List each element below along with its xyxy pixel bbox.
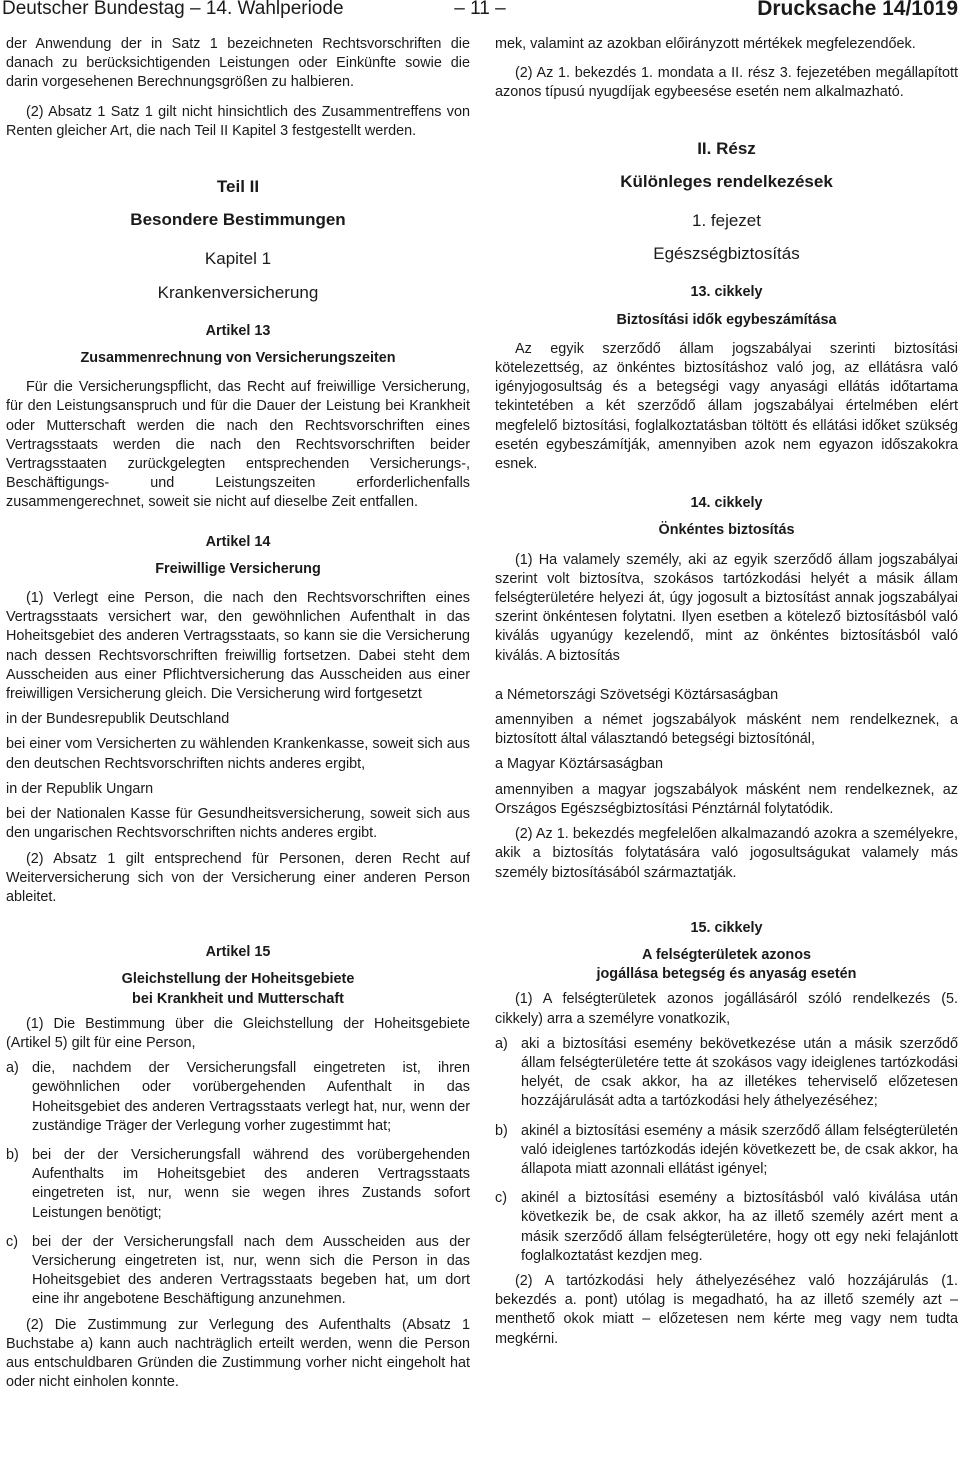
de-article-14-hungary-text: bei der Nationalen Kasse für Gesundheitsversicherung, soweit sich aus den ungarischen Rechtsvorschriften nichts anderes ergibt. [6, 806, 470, 842]
list-label: c) [6, 1233, 18, 1250]
hu-part-title: Különleges rendelkezések [620, 171, 833, 191]
de-article-15-item-c [6, 1233, 470, 1310]
german-column [6, 35, 470, 1392]
hu-article-15-title-line-1: A felségterületek azonos [641, 946, 811, 963]
list-text: bei der der Versicherungsfall während des vorübergehenden Aufenthalts im Hoheitsgebiet des anderen Vertragsstaats eingetreten ist, nur, wenn sie wegen ihres Zustands sofort Leistungen benötigt; [32, 1146, 470, 1221]
hu-article-15-item-c [495, 1189, 958, 1266]
de-article-13-heading: Artikel 13 [205, 322, 271, 339]
de-article-15-paragraph-2: (2) Die Zustimmung zur Verlegung des Aufenthalts (Absatz 1 Buchstabe a) kann auch nachträglich erteilt werden, wenn die Person aus entschuldbaren Gründen die Zustimmung vorher nicht eingeholt hat oder nicht einholen konnte. [6, 1316, 470, 1391]
list-label: a) [6, 1060, 19, 1077]
list-text: aki a biztosítási esemény bekövetkezése után a másik szerződő állam felségterületére tette át szokásos vagy ideiglenes tartózkodási helyét, de csak akkor, ha az illetékes teherviselő előzetesen hozzájárulását adta a tartózkodási hely áthelyezéséhez; [521, 1035, 958, 1110]
hu-article-15-title-line-2: jogállása betegség és anyaság esetén [596, 966, 857, 983]
hu-article-15-item-b [495, 1122, 958, 1180]
de-article-14-paragraph-2: (2) Absatz 1 gilt entsprechend für Personen, deren Recht auf Weiterversicherung sich von der Versicherung einer anderen Person ableitet. [6, 850, 470, 905]
hu-paragraph-2: (2) Az 1. bekezdés 1. mondata a II. rész 3. fejezetében megállapított azonos típusú nyugdíjak egybeesése esetén nem alkalmazható. [495, 65, 958, 101]
hungarian-column [495, 35, 958, 1349]
list-label: b) [495, 1122, 508, 1139]
list-text: akinél a biztosítási esemény a másik szerződő állam felségterületén való ideiglenes tartózkodás idején következett be, de csak akkor, ha állapota miatt azonnali ellátást igényel; [521, 1122, 958, 1177]
de-article-15-heading: Artikel 15 [205, 944, 271, 961]
de-chapter-heading: Kapitel 1 [204, 249, 272, 269]
hu-article-14-title: Önkéntes biztosítás [658, 522, 795, 539]
de-part-title: Besondere Bestimmungen [130, 210, 346, 230]
de-article-13-text: Für die Versicherungspflicht, das Recht auf freiwillige Versicherung, für den Leistungsanspruch und für die Dauer der Leistung bei Krankheit oder Mutterschaft werden die nach den Rechtsvorschriften eines Vertragsstaats werden die nach den Rechtsvorschriften beider Vertragsstaaten zurückgelegten entsprechenden Versicherungs-, Beschäftigungs- und Leistungszeiten erforderlichenfalls zusammengerechnet, soweit sie nicht auf dieselbe Zeit entfallen. [6, 379, 470, 511]
hu-article-13-heading: 13. cikkely [690, 284, 763, 301]
de-article-14-title: Freiwillige Versicherung [155, 560, 321, 577]
de-article-15-item-a [6, 1059, 470, 1136]
hu-article-14-germany-text: amennyiben a német jogszabályok másként nem rendelkeznek, a biztosított által választandó betegségi biztosítónál, [495, 712, 958, 748]
hu-article-13-title: Biztosítási idők egybeszámítása [616, 311, 837, 328]
de-article-15-title-line-2: bei Krankheit und Mutterschaft [132, 990, 344, 1007]
hu-part-heading: II. Rész [697, 138, 756, 158]
de-intro-text: der Anwendung der in Satz 1 bezeichneten Rechtsvorschriften die danach zu berücksichtigenden Leistungen oder Einkünfte sowie die darin vorgesehenen Berechnungsgrößen zu halbieren. [6, 36, 470, 91]
de-paragraph-2: (2) Absatz 1 Satz 1 gilt nicht hinsichtlich des Zusammentreffens von Renten gleicher Art, die nach Teil II Kapitel 3 festgestellt werden. [6, 103, 470, 139]
list-label: b) [6, 1146, 19, 1163]
header-publication: Deutscher Bundestag – 14. Wahlperiode [2, 0, 344, 19]
hu-article-14-paragraph-1: (1) Ha valamely személy, aki az egyik szerződő állam jogszabályai szerint volt biztosítva, szokásos tartózkodási helyét a másik állam felségterületére helyezi át, úgy jogosult a biztosítást annak jogszabályai szerint önkéntesen folytatni. Ilyen esetben a kötelező biztosításból való kiválás ugyanúgy kezelendő, mint az önkéntes biztosításból való kiválás. A biztosítás [495, 551, 958, 664]
header-document-number: Drucksache 14/1019 [757, 0, 958, 20]
list-text: die, nachdem der Versicherungsfall eingetreten ist, ihren gewöhnlichen oder vorübergehenden Aufenthalt in das Hoheitsgebiet des anderen Vertragsstaats verlegt hat, nur, wenn der zuständige Träger der Verlegung vorher zugestimmt hat; [32, 1060, 470, 1134]
de-article-14-hungary: in der Republik Ungarn [6, 780, 154, 797]
list-label: c) [495, 1190, 507, 1207]
hu-chapter-title: Egészségbiztosítás [653, 244, 800, 264]
hu-article-15-heading: 15. cikkely [690, 919, 763, 936]
de-article-13-title: Zusammenrechnung von Versicherungszeiten [80, 350, 396, 367]
hu-article-14-paragraph-2: (2) Az 1. bekezdés megfelelően alkalmazandó azokra a személyekre, akik a biztosítás folytatására való jogosultságukat valamely más személy biztosításából származtatják. [495, 826, 958, 881]
page-header [0, 0, 960, 24]
list-label: a) [495, 1035, 508, 1052]
de-chapter-title: Krankenversicherung [157, 282, 319, 302]
list-text: bei der der Versicherungsfall nach dem Ausscheiden aus der Versicherung eingetreten ist, nur, wenn sich die Person in das Hoheitsgebiet des anderen Vertragsstaats begeben hat, um dort eine ihr angebotene Beschäftigung anzunehmen. [32, 1233, 470, 1308]
de-article-14-heading: Artikel 14 [205, 533, 271, 550]
de-article-14-germany: in der Bundesrepublik Deutschland [6, 711, 230, 728]
de-article-15-item-b [6, 1146, 470, 1223]
hu-intro-text: mek, valamint az azokban előirányzott mértékek megfelezendőek. [495, 36, 916, 52]
hu-article-15-item-a [495, 1035, 958, 1112]
hu-article-14-hungary: a Magyar Köztársaságban [495, 756, 663, 773]
hu-article-14-hungary-text: amennyiben a magyar jogszabályok másként nem rendelkeznek, az Országos Egészségbiztosítási Pénztárnál folytatódik. [495, 781, 958, 817]
de-part-heading: Teil II [216, 177, 260, 197]
hu-article-14-heading: 14. cikkely [690, 495, 763, 512]
de-article-15-paragraph-1: (1) Die Bestimmung über die Gleichstellung der Hoheitsgebiete (Artikel 5) gilt für eine Person, [6, 1015, 470, 1051]
de-article-15-title-line-1: Gleichstellung der Hoheitsgebiete [121, 971, 355, 988]
hu-article-14-germany: a Németországi Szövetségi Köztársaságban [495, 686, 779, 703]
hu-chapter-heading: 1. fejezet [692, 211, 761, 231]
hu-article-15-paragraph-1: (1) A felségterületek azonos jogállásáról szóló rendelkezés (5. cikkely) arra a személyre vonatkozik, [495, 991, 958, 1027]
de-article-14-germany-text: bei einer vom Versicherten zu wählenden Krankenkasse, soweit sich aus den deutschen Rechtsvorschriften nichts anderes ergibt, [6, 736, 470, 772]
hu-article-13-text: Az egyik szerződő állam jogszabályai szerinti biztosítási kötelezettség, az önkéntes biztosításhoz való jog, az ellátásra való igényjogosultság és a betegségi vagy anyasági ellátás időtartama tekintetében a két szerződő állam jogszabályai értelmében elért megfelelő biztosítási, foglalkoztatásban töltött és ellátási időket szükség esetén egybeszámítják, amennyiben azok nem egyazon időszakokra esnek. [495, 340, 958, 473]
de-article-14-paragraph-1: (1) Verlegt eine Person, die nach den Rechtsvorschriften eines Vertragsstaats versichert war, den gewöhnlichen Aufenthalt in das Hoheitsgebiet des anderen Vertragsstaats, so kann sie die Versicherung nach dessen Rechtsvorschriften freiwillig fortsetzen. Dabei steht dem Ausscheiden aus einer Pflichtversicherung das Ausscheiden aus einer freiwilligen Versicherung gleich. Die Versicherung wird fortgesetzt [6, 590, 470, 703]
header-page-number: – 11 – [454, 0, 506, 19]
hu-article-15-paragraph-2: (2) A tartózkodási hely áthelyezéséhez való hozzájárulás (1. bekezdés a. pont) utólag is megadható, ha az illető személy azt – menthető okok miatt – előzetesen nem kérte meg vagy nem tudta megkérni. [495, 1272, 958, 1347]
list-text: akinél a biztosítási esemény a biztosításból való kiválása után következik be, de csak akkor, ha az illető személy azért ment a másik szerződő állam felségterületére, hogy ott egy neki felajánlott foglalkoztatást kezdjen meg. [521, 1190, 958, 1264]
